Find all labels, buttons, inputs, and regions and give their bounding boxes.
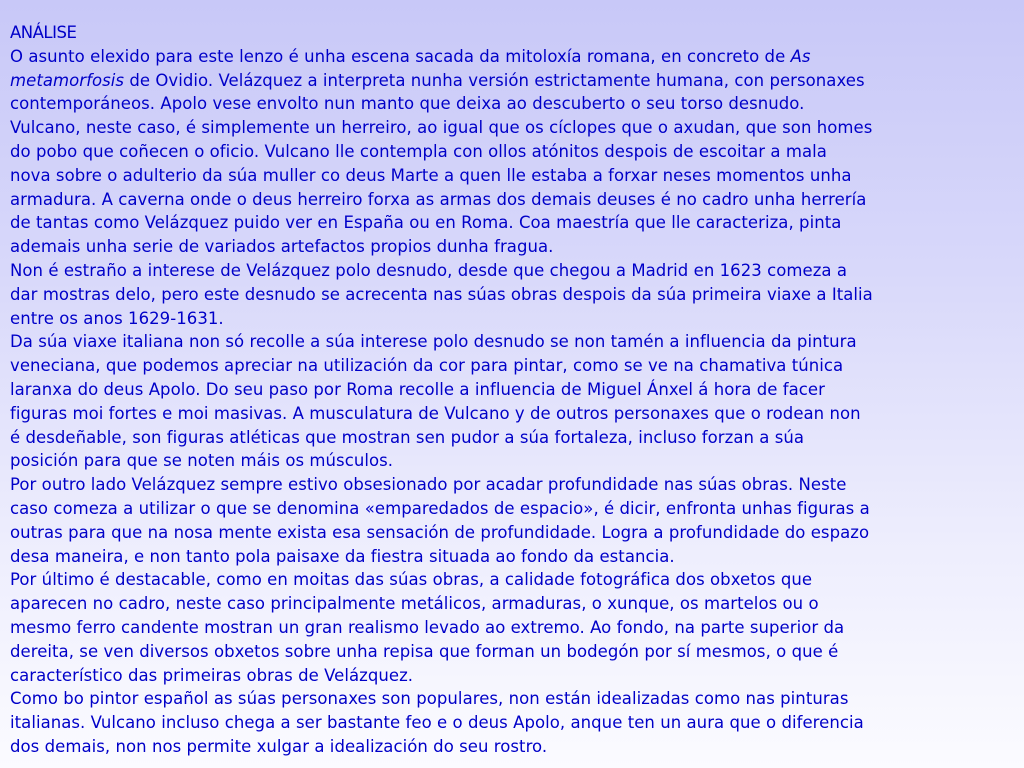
text-line: Non é estraño a interese de Velázquez polo desnudo, desde que chegou a Madrid en 1623 comeza a [10, 260, 848, 280]
text-line: ademais unha serie de variados artefactos propios dunha fragua. [10, 237, 554, 257]
text-run: O asunto elexido para este lenzo é unha escena sacada da mitoloxía romana, en concreto de [10, 46, 791, 66]
paragraph-objects [10, 568, 1016, 687]
book-title-italic: metamorfosis [10, 70, 125, 90]
text-line: Por outro lado Velázquez sempre estivo obsesionado por acadar profundidade nas súas obras. Neste [10, 475, 847, 495]
text-line: dos demais, non nos permite xulgar a idealización do seu rostro. [10, 736, 548, 756]
text-line: armadura. A caverna onde o deus herreiro forxa as armas dos demais deuses é no cadro unha herrería [10, 189, 867, 209]
text-line: Por último é destacable, como en moitas das súas obras, a calidade fotográfica dos obxetos que [10, 570, 813, 590]
paragraph-italian-trip [10, 330, 1016, 473]
text-line: de tantas como Velázquez puido ver en España ou en Roma. Coa maestría que lle caracteriza, pinta [10, 213, 842, 233]
paragraph-nude [10, 259, 1016, 330]
text-line: mesmo ferro candente mostran un gran realismo levado ao extremo. Ao fondo, na parte superior da [10, 617, 845, 637]
text-line: laranxa do deus Apolo. Do seu paso por Roma recolle a influencia de Miguel Ánxel á hora de facer [10, 379, 825, 399]
text-line: dar mostras delo, pero este desnudo se acrecenta nas súas obras despois da súa primeira viaxe a Italia [10, 284, 873, 304]
text-line: outras para que na nosa mente exista esa sensación de profundidade. Logra a profundidade do espazo [10, 522, 870, 542]
text-line: posición para que se noten máis os músculos. [10, 451, 394, 471]
text-line: Da súa viaxe italiana non só recolle a súa interese polo desnudo se non tamén a influencia da pintura [10, 332, 857, 352]
text-line [10, 69, 1016, 93]
text-line: é desdeñable, son figuras atléticas que mostran sen pudor a súa fortaleza, incluso forzan a súa [10, 427, 805, 447]
text-line [10, 45, 1016, 69]
slide-content [10, 21, 1016, 759]
text-line: caso comeza a utilizar o que se denomina «emparedados de espacio», é dicir, enfronta unhas figuras a [10, 498, 870, 518]
text-line: característico das primeiras obras de Velázquez. [10, 665, 414, 685]
text-line: Vulcano, neste caso, é simplemente un herreiro, ao igual que os cíclopes que o axudan, que son homes [10, 118, 873, 138]
paragraph-depth [10, 473, 1016, 568]
slide-heading: ANÁLISE [10, 23, 77, 42]
text-line: figuras moi fortes e moi masivas. A musculatura de Vulcano y de outros personaxes que o rodean non [10, 403, 861, 423]
text-line: contemporáneos. Apolo vese envolto nun manto que deixa ao descuberto o seu torso desnudo. [10, 94, 805, 114]
paragraph-characters [10, 687, 1016, 758]
paragraph-subject [10, 45, 1016, 259]
text-line: desa maneira, e non tanto pola paisaxe da fiestra situada ao fondo da estancia. [10, 546, 675, 566]
text-line: dereita, se ven diversos obxetos sobre unha repisa que forman un bodegón por sí mesmos, o que é [10, 641, 839, 661]
book-title-italic: As [790, 46, 811, 66]
text-run: de Ovidio. Velázquez a interpreta nunha versión estrictamente humana, con personaxes [124, 70, 865, 90]
text-line: nova sobre o adulterio da súa muller co deus Marte a quen lle estaba a forxar neses momentos unha [10, 165, 852, 185]
text-line: italianas. Vulcano incluso chega a ser bastante feo e o deus Apolo, anque ten un aura que o diferencia [10, 713, 864, 733]
text-line: do pobo que coñecen o oficio. Vulcano lle contempla con ollos atónitos despois de escoitar a mala [10, 141, 827, 161]
text-line: Como bo pintor español as súas personaxes son populares, non están idealizadas como nas pinturas [10, 689, 849, 709]
text-line: entre os anos 1629-1631. [10, 308, 224, 328]
text-line: aparecen no cadro, neste caso principalmente metálicos, armaduras, o xunque, os martelos ou o [10, 594, 819, 614]
text-line: veneciana, que podemos apreciar na utilización da cor para pintar, como se ve na chamativa túnica [10, 356, 844, 376]
